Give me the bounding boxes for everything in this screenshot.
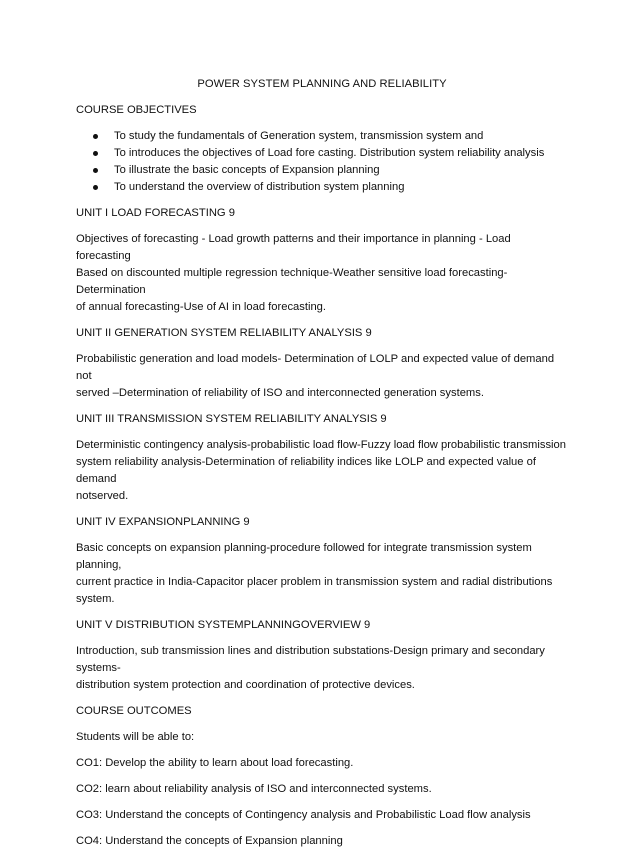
bullet-icon: [93, 185, 98, 190]
objective-item: [76, 145, 568, 162]
unit-1-line: of annual forecasting-Use of AI in load forecasting.: [76, 301, 327, 313]
objective-item: [76, 179, 568, 196]
objective-text: To introduces the objectives of Load fore casting. Distribution system reliability analysis: [114, 147, 545, 159]
objective-text: To understand the overview of distribution system planning: [114, 181, 405, 193]
unit-4-line: Basic concepts on expansion planning-procedure followed for integrate transmission system planning,: [76, 542, 532, 571]
document-content: [76, 76, 568, 859]
unit-2-description: [76, 351, 568, 402]
objective-text: To study the fundamentals of Generation system, transmission system and: [114, 130, 484, 142]
bullet-icon: [93, 134, 98, 139]
unit-2-line: served –Determination of reliability of ISO and interconnected generation systems.: [76, 387, 484, 399]
course-outcome-item: CO4: Understand the concepts of Expansion planning: [76, 835, 343, 847]
unit-2-line: Probabilistic generation and load models- Determination of LOLP and expected value of demand not: [76, 353, 555, 382]
unit-1-line: Objectives of forecasting - Load growth patterns and their importance in planning - Load forecasting: [76, 233, 511, 262]
course-outcomes-intro: Students will be able to:: [76, 731, 195, 743]
course-outcome-item: CO2: learn about reliability analysis of ISO and interconnected systems.: [76, 783, 432, 795]
unit-4-description: [76, 540, 568, 608]
objective-item: [76, 128, 568, 145]
course-outcomes-heading: COURSE OUTCOMES: [76, 705, 192, 717]
unit-4-line: current practice in India-Capacitor placer problem in transmission system and radial distributions: [76, 576, 553, 588]
unit-5-line: distribution system protection and coordination of protective devices.: [76, 679, 415, 691]
unit-3-line: notserved.: [76, 490, 129, 502]
unit-3-heading: UNIT III TRANSMISSION SYSTEM RELIABILITY ANALYSIS 9: [76, 413, 387, 425]
bullet-icon: [93, 168, 98, 173]
course-outcome-item: CO1: Develop the ability to learn about load forecasting.: [76, 757, 354, 769]
unit-4-heading: UNIT IV EXPANSIONPLANNING 9: [76, 516, 250, 528]
objective-item: [76, 162, 568, 179]
unit-5-heading: UNIT V DISTRIBUTION SYSTEMPLANNINGOVERVIEW 9: [76, 619, 371, 631]
objective-text: To illustrate the basic concepts of Expansion planning: [114, 164, 380, 176]
unit-4-line: system.: [76, 593, 115, 605]
unit-5-description: [76, 643, 568, 694]
unit-5-line: Introduction, sub transmission lines and distribution substations-Design primary and secondary systems-: [76, 645, 545, 674]
course-objectives-list: [76, 128, 568, 196]
unit-1-description: [76, 231, 568, 316]
unit-3-line: Deterministic contingency analysis-probabilistic load flow-Fuzzy load flow probabilistic transmission: [76, 439, 566, 451]
unit-2-heading: UNIT II GENERATION SYSTEM RELIABILITY ANALYSIS 9: [76, 327, 372, 339]
course-outcome-item: CO3: Understand the concepts of Contingency analysis and Probabilistic Load flow analysis: [76, 809, 531, 821]
unit-1-heading: UNIT I LOAD FORECASTING 9: [76, 207, 235, 219]
course-objectives-heading: COURSE OBJECTIVES: [76, 104, 197, 116]
bullet-icon: [93, 151, 98, 156]
unit-1-line: Based on discounted multiple regression technique-Weather sensitive load forecasting- Determination: [76, 267, 508, 296]
document-title: POWER SYSTEM PLANNING AND RELIABILITY: [197, 78, 447, 90]
unit-3-description: [76, 437, 568, 505]
unit-3-line: system reliability analysis-Determination of reliability indices like LOLP and expected value of demand: [76, 456, 536, 485]
